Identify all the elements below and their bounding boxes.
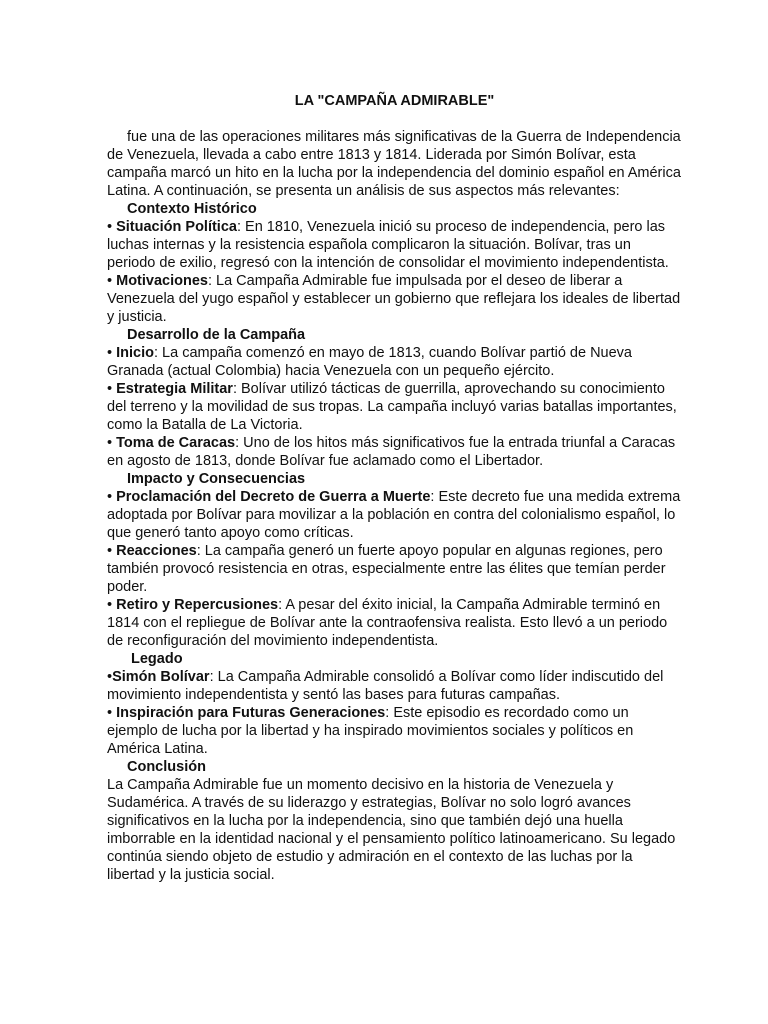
bullet: •	[107, 669, 113, 685]
section-heading-contexto: Contexto Histórico	[127, 201, 257, 217]
list-item	[107, 344, 682, 380]
bullet: •	[107, 705, 117, 721]
bullet: •	[107, 381, 117, 397]
item-text: : Este decreto fue una medida extrema adoptada por Bolívar para movilizar a la población en contra del colonialismo español, lo que generó tanto apoyo como críticas.	[107, 489, 681, 541]
item-text: : La campaña comenzó en mayo de 1813, cuando Bolívar partió de Nueva Granada (actual Colombia) hacia Venezuela con un pequeño ejército.	[107, 345, 632, 379]
item-label: Toma de Caracas	[116, 435, 236, 451]
item-label: Proclamación del Decreto de Guerra a Muerte	[116, 489, 431, 505]
list-item	[107, 668, 682, 704]
item-text: : A pesar del éxito inicial, la Campaña Admirable terminó en 1814 con el repliegue de Bolívar ante la contraofensiva realista. Esto llevó a un periodo de reconfiguración del movimiento independentista.	[107, 597, 668, 649]
section-heading-conclusion: Conclusión	[127, 759, 206, 775]
bullet: •	[107, 597, 117, 613]
item-label: Reacciones	[116, 543, 197, 559]
list-item	[107, 434, 682, 470]
section-heading-desarrollo: Desarrollo de la Campaña	[127, 327, 306, 343]
list-item	[107, 542, 682, 596]
list-item	[107, 704, 682, 758]
item-text: : Este episodio es recordado como un ejemplo de lucha por la libertad y ha inspirado movimientos sociales y políticos en América Latina.	[107, 705, 634, 757]
item-label: Simón Bolívar	[112, 669, 210, 685]
list-item	[107, 218, 682, 272]
bullet: •	[107, 273, 117, 289]
item-text: : La campaña generó un fuerte apoyo popular en algunas regiones, pero también provocó resistencia en otras, especialmente entre las élites que temían perder poder.	[107, 543, 666, 595]
bullet: •	[107, 489, 117, 505]
item-text: : En 1810, Venezuela inició su proceso de independencia, pero las luchas internas y la resistencia española complicaron la situación. Bolívar, tras un periodo de exilio, regresó con la intención de consolidar el movimiento independentista.	[107, 219, 669, 271]
item-label: Situación Política	[116, 219, 237, 235]
bullet: •	[107, 345, 117, 361]
list-item	[107, 488, 682, 542]
list-item	[107, 272, 682, 326]
item-label: Motivaciones	[116, 273, 208, 289]
item-label: Estrategia Militar	[116, 381, 233, 397]
document-title: LA "CAMPAÑA ADMIRABLE"	[294, 93, 495, 109]
item-text: : Bolívar utilizó tácticas de guerrilla, aprovechando su conocimiento del terreno y la movilidad de sus tropas. La campaña incluyó varias batallas importantes, como la Batalla de La Victoria.	[107, 381, 677, 433]
item-label: Inicio	[116, 345, 154, 361]
item-label: Inspiración para Futuras Generaciones	[116, 705, 386, 721]
bullet: •	[107, 543, 117, 559]
item-text: : La Campaña Admirable fue impulsada por el deseo de liberar a Venezuela del yugo español y establecer un gobierno que reflejara los ideales de libertad y justicia.	[107, 273, 681, 325]
list-item	[107, 380, 682, 434]
intro-paragraph: fue una de las operaciones militares más significativas de la Guerra de Independencia de Venezuela, llevada a cabo entre 1813 y 1814. Liderada por Simón Bolívar, esta campaña marcó un hito en la lucha por la independencia del dominio español en América Latina. A continuación, se presenta un análisis de sus aspectos más relevantes:	[107, 129, 681, 199]
item-text: : Uno de los hitos más significativos fue la entrada triunfal a Caracas en agosto de 1813, donde Bolívar fue aclamado como el Libertador.	[107, 435, 676, 469]
item-text: : La Campaña Admirable consolidó a Bolívar como líder indiscutido del movimiento independentista y sentó las bases para futuras campañas.	[107, 669, 664, 703]
document-body	[107, 92, 682, 884]
item-label: Retiro y Repercusiones	[116, 597, 279, 613]
conclusion-paragraph: La Campaña Admirable fue un momento decisivo en la historia de Venezuela y Sudamérica. A través de su liderazgo y estrategias, Bolívar no solo logró avances significativos en la lucha por la independencia, sino que también dejó una huella imborrable en la identidad nacional y el pensamiento político latinoamericano. Su legado continúa siendo objeto de estudio y admiración en el contexto de las luchas por la libertad y la justicia social.	[107, 777, 676, 883]
section-heading-impacto: Impacto y Consecuencias	[127, 471, 306, 487]
bullet: •	[107, 435, 117, 451]
list-item	[107, 596, 682, 650]
bullet: •	[107, 219, 117, 235]
section-heading-legado: Legado	[131, 651, 183, 667]
